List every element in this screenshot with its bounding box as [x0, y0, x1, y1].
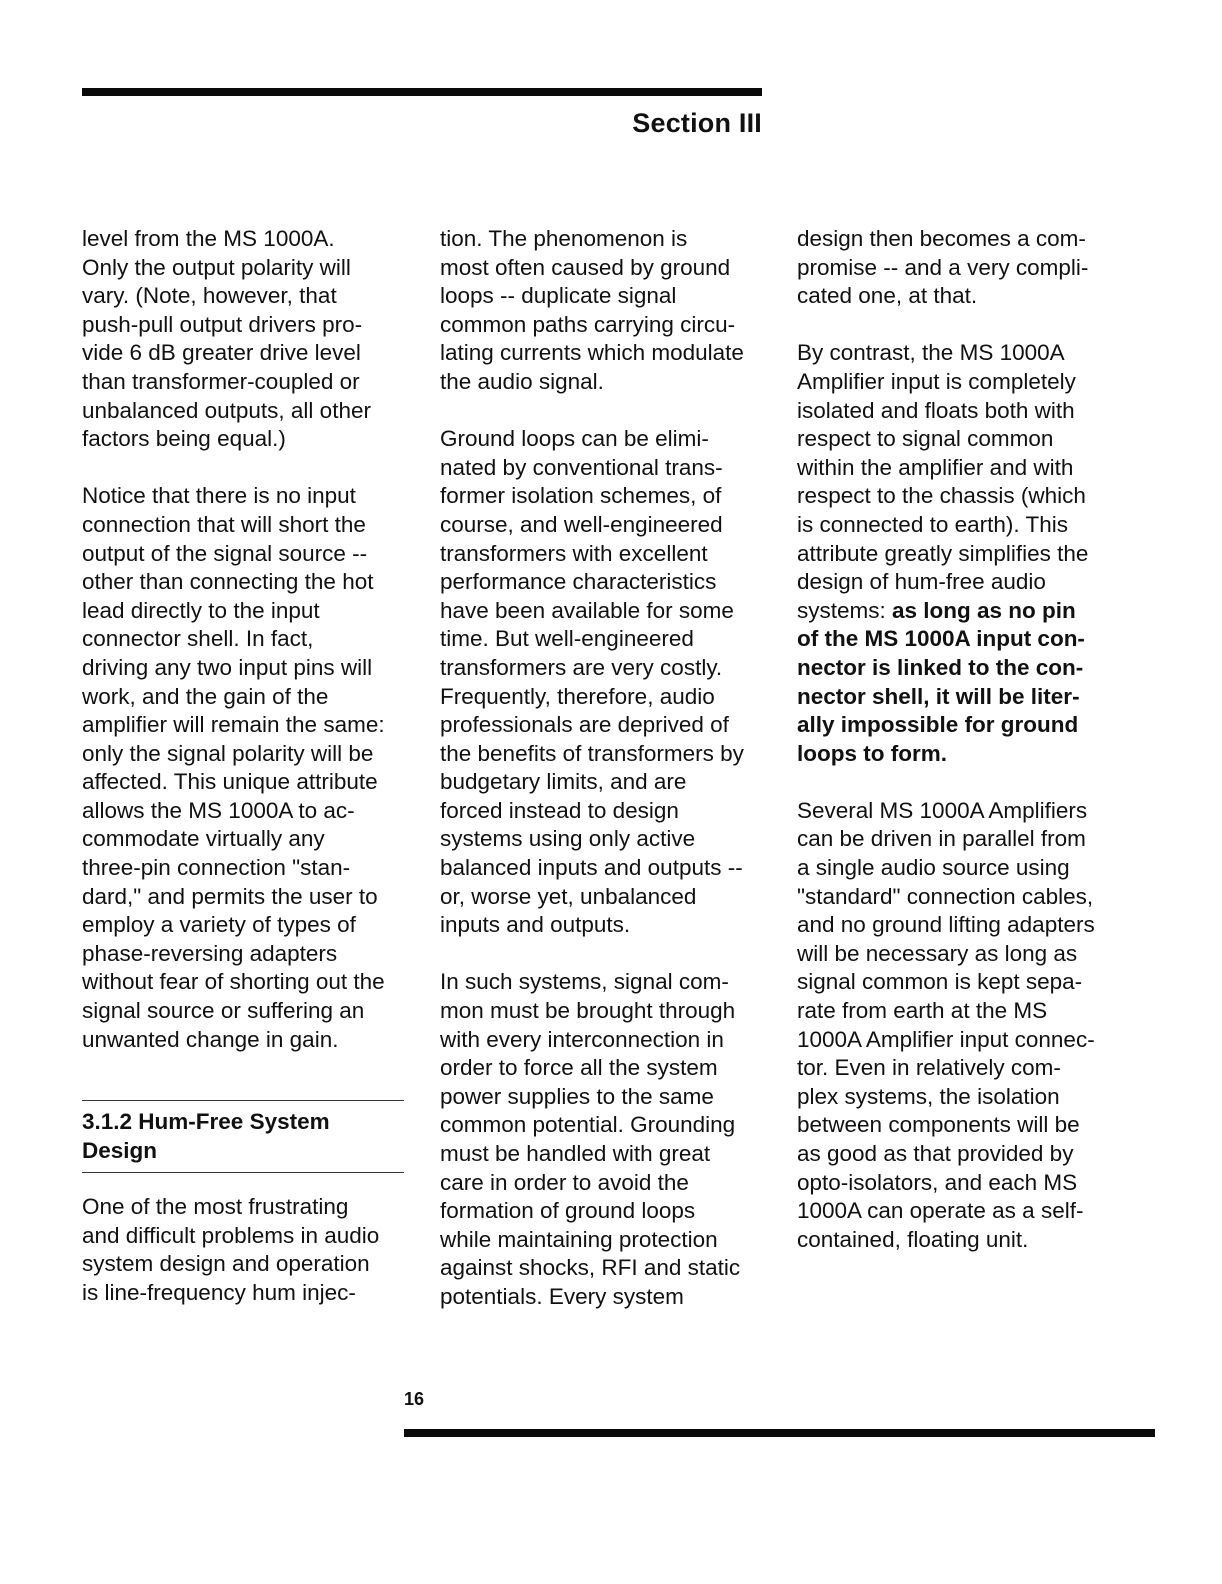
- text-line: Amplifier input is completely: [797, 368, 1076, 394]
- text-line: design then becomes a com-: [797, 226, 1086, 251]
- column-2: [440, 225, 770, 1312]
- text-line: attribute greatly simplifies the: [797, 540, 1089, 566]
- text-line: vide 6 dB greater drive level: [82, 340, 361, 366]
- text-line: the audio signal.: [440, 368, 604, 394]
- text-line: vary. (Note, however, that: [82, 283, 337, 309]
- footer-rule: [404, 1429, 1155, 1437]
- text-line: budgetary limits, and are: [440, 769, 687, 795]
- paragraph-gap: [440, 397, 770, 426]
- text-line: as good as that provided by: [797, 1141, 1074, 1166]
- text-line: within the amplifier and with: [797, 454, 1074, 480]
- text-line: common potential. Grounding: [440, 1112, 736, 1138]
- text-line: tion. The phenomenon is: [440, 226, 688, 251]
- text-line: Ground loops can be elimi-: [440, 426, 709, 452]
- text-line-bold: loops to form.: [797, 740, 947, 766]
- text-line: signal common is kept sepa-: [797, 969, 1083, 995]
- text-line: respect to signal common: [797, 426, 1054, 452]
- text-line: professionals are deprived of: [440, 712, 729, 738]
- text-line: and difficult problems in audio: [82, 1222, 380, 1248]
- text-line: or, worse yet, unbalanced: [440, 883, 697, 909]
- text-line: 1000A Amplifier input connec-: [797, 1026, 1095, 1052]
- text-line: forced instead to design: [440, 797, 679, 823]
- text-line: unbalanced outputs, all other: [82, 397, 371, 423]
- subheading-line: 3.1.2 Hum-Free System: [82, 1109, 330, 1134]
- heading-rule-bottom: [82, 1172, 404, 1173]
- text-line: transformers with excellent: [440, 540, 708, 566]
- text-line: rate from earth at the MS: [797, 998, 1048, 1024]
- text-line: promise -- and a very compli-: [797, 254, 1089, 280]
- text-line: common paths carrying circu-: [440, 311, 736, 337]
- text-line: signal source or suffering an: [82, 998, 365, 1024]
- text-line: can be driven in parallel from: [797, 826, 1086, 852]
- text-line: plex systems, the isolation: [797, 1083, 1060, 1109]
- page-number: 16: [404, 1389, 425, 1409]
- text-line-bold: of the MS 1000A input con-: [797, 626, 1085, 652]
- text-line: "standard" connection cables,: [797, 883, 1094, 909]
- text-line: isolated and floats both with: [797, 397, 1075, 423]
- text-line: potentials. Every system: [440, 1283, 684, 1309]
- text-line: inputs and outputs.: [440, 912, 631, 938]
- text-line: driving any two input pins will: [82, 654, 373, 680]
- text-line: lating currents which modulate: [440, 340, 744, 366]
- paragraph-gap: [440, 940, 770, 969]
- text-line: system design and operation: [82, 1251, 370, 1277]
- text-line: with every interconnection in: [440, 1026, 724, 1052]
- text-line: connector shell. In fact,: [82, 626, 314, 652]
- text-plain: systems:: [797, 597, 893, 623]
- text-line: mon must be brought through: [440, 998, 736, 1024]
- text-line: One of the most frustrating: [82, 1194, 349, 1219]
- text-line: will be necessary as long as: [797, 940, 1078, 966]
- text-line: In such systems, signal com-: [440, 969, 729, 995]
- text-line: against shocks, RFI and static: [440, 1255, 741, 1281]
- text-line: the benefits of transformers by: [440, 740, 744, 766]
- text-line: balanced inputs and outputs --: [440, 855, 743, 881]
- text-line: contained, floating unit.: [797, 1226, 1029, 1252]
- text-bold: as long as no pin: [892, 597, 1076, 623]
- text-line: allows the MS 1000A to ac-: [82, 797, 355, 823]
- text-line: affected. This unique attribute: [82, 769, 378, 795]
- text-line: push-pull output drivers pro-: [82, 311, 363, 337]
- text-line: performance characteristics: [440, 569, 717, 595]
- text-line: dard," and permits the user to: [82, 883, 378, 909]
- text-line: care in order to avoid the: [440, 1169, 689, 1195]
- text-line: Several MS 1000A Amplifiers: [797, 797, 1088, 823]
- text-line: systems using only active: [440, 826, 696, 852]
- text-line: amplifier will remain the same:: [82, 712, 385, 738]
- text-line-bold: nector is linked to the con-: [797, 654, 1084, 680]
- text-line: By contrast, the MS 1000A: [797, 340, 1065, 366]
- heading-rule-top: [82, 1100, 404, 1101]
- text-line: employ a variety of types of: [82, 912, 356, 938]
- text-line: than transformer-coupled or: [82, 368, 360, 394]
- text-line: between components will be: [797, 1112, 1080, 1138]
- text-line: 1000A can operate as a self-: [797, 1198, 1084, 1224]
- text-line: phase-reversing adapters: [82, 940, 338, 966]
- text-line: have been available for some: [440, 597, 734, 623]
- text-line: opto-isolators, and each MS: [797, 1169, 1078, 1195]
- text-line: is line-frequency hum injec-: [82, 1279, 356, 1305]
- text-line: loops -- duplicate signal: [440, 283, 677, 309]
- text-line: only the signal polarity will be: [82, 740, 374, 766]
- paragraph-gap: [797, 768, 1127, 797]
- text-line: work, and the gain of the: [82, 683, 329, 709]
- text-line: time. But well-engineered: [440, 626, 694, 652]
- text-line: must be handled with great: [440, 1141, 711, 1166]
- text-line-mixed: [797, 597, 1127, 626]
- text-line: course, and well-engineered: [440, 511, 723, 537]
- text-line: nated by conventional trans-: [440, 454, 723, 480]
- column-1-after-heading: [82, 1193, 412, 1307]
- subheading-hum-free-system-design: [82, 1107, 330, 1165]
- text-line: Notice that there is no input: [82, 483, 356, 509]
- text-line: most often caused by ground: [440, 254, 731, 280]
- section-title: Section III: [632, 108, 762, 138]
- text-line-bold: ally impossible for ground: [797, 712, 1079, 738]
- text-line: connection that will short the: [82, 511, 366, 537]
- text-line: tor. Even in relatively com-: [797, 1055, 1061, 1081]
- text-line: other than connecting the hot: [82, 569, 374, 595]
- text-line: Only the output polarity will: [82, 254, 351, 280]
- text-line: commodate virtually any: [82, 826, 325, 852]
- header-rule: [82, 88, 762, 96]
- text-line: respect to the chassis (which: [797, 483, 1086, 509]
- text-line: while maintaining protection: [440, 1226, 718, 1252]
- subheading-line: Design: [82, 1138, 158, 1163]
- text-line: three-pin connection "stan-: [82, 855, 351, 881]
- column-1: [82, 225, 412, 1054]
- text-line: transformers are very costly.: [440, 654, 723, 680]
- text-line-bold: nector shell, it will be liter-: [797, 683, 1080, 709]
- column-3: [797, 225, 1127, 1254]
- text-line: output of the signal source --: [82, 540, 368, 566]
- text-line: design of hum-free audio: [797, 569, 1046, 595]
- text-line: power supplies to the same: [440, 1083, 714, 1109]
- text-line: formation of ground loops: [440, 1198, 696, 1224]
- text-line: unwanted change in gain.: [82, 1026, 339, 1052]
- paragraph-gap: [82, 454, 412, 483]
- text-line: lead directly to the input: [82, 597, 320, 623]
- text-line: Frequently, therefore, audio: [440, 683, 715, 709]
- text-line: level from the MS 1000A.: [82, 226, 335, 251]
- text-line: a single audio source using: [797, 855, 1070, 881]
- text-line: without fear of shorting out the: [82, 969, 385, 995]
- text-line: factors being equal.): [82, 426, 286, 452]
- text-line: order to force all the system: [440, 1055, 718, 1081]
- text-line: former isolation schemes, of: [440, 483, 722, 509]
- text-line: is connected to earth). This: [797, 511, 1068, 537]
- paragraph-gap: [797, 311, 1127, 340]
- text-line: and no ground lifting adapters: [797, 912, 1095, 938]
- text-line: cated one, at that.: [797, 283, 978, 309]
